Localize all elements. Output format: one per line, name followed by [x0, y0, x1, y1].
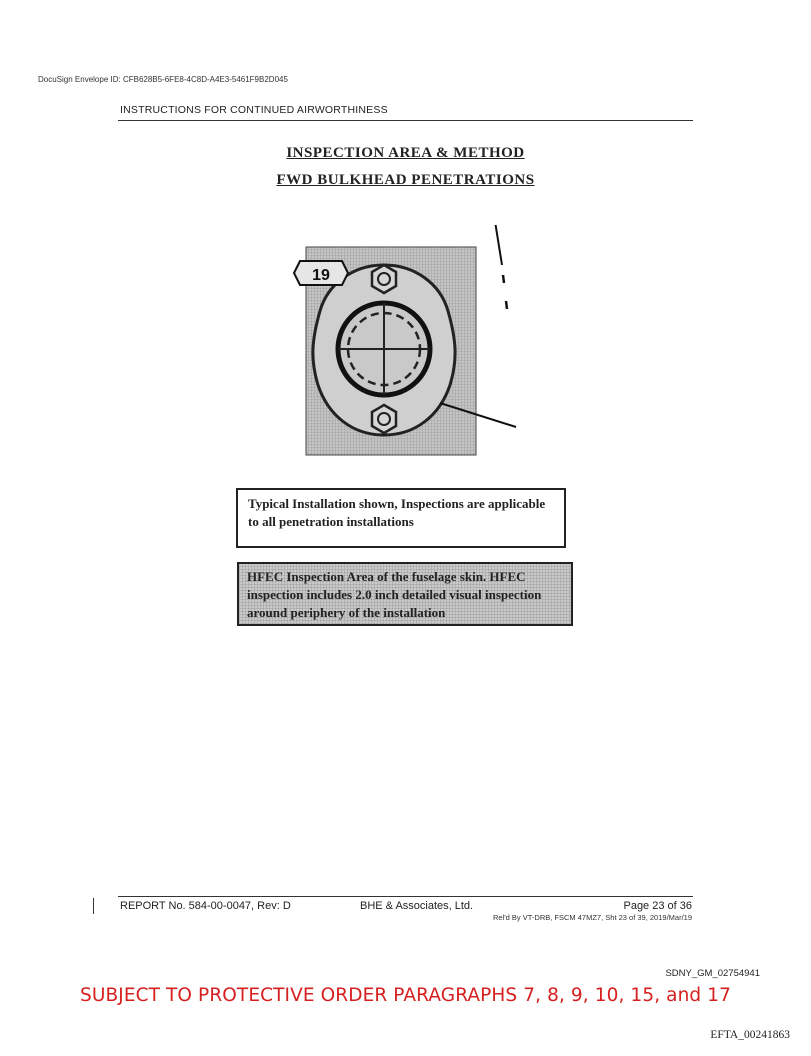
hfec-inspection-note: HFEC Inspection Area of the fuselage skin. HFEC inspection includes 2.0 inch detailed visual inspection around periphery of the installation — [237, 562, 573, 626]
release-info: Rel'd By VT-DRB, FSCM 47MZ7, Sht 23 of 39, 2019/Mar/19 — [492, 913, 692, 922]
protective-order-notice: SUBJECT TO PROTECTIVE ORDER PARAGRAPHS 7, 8, 9, 10, 15, and 17 — [80, 985, 731, 1006]
footer-rule — [118, 896, 693, 897]
report-number: REPORT No. 584-00-0047, Rev: D — [120, 900, 291, 912]
company-name: BHE & Associates, Ltd. — [360, 900, 474, 912]
bates-number: SDNY_GM_02754941 — [665, 968, 760, 979]
page-number: Page 23 of 36 — [623, 900, 692, 912]
efta-number: EFTA_00241863 — [710, 1029, 790, 1041]
revision-bar — [93, 898, 94, 914]
page-title: INSPECTION AREA & METHOD — [286, 145, 525, 161]
figure-callout: 19 — [312, 267, 330, 284]
header-rule — [118, 120, 693, 121]
page-subtitle: FWD BULKHEAD PENETRATIONS — [276, 172, 535, 188]
installation-note: Typical Installation shown, Inspections are applicable to all penetration installations — [236, 488, 566, 548]
docusign-envelope-id: DocuSign Envelope ID: CFB628B5-6FE8-4C8D-A4E3-5461F9B2D045 — [38, 75, 288, 84]
bulkhead-penetration-diagram-icon — [290, 225, 530, 465]
document-header: INSTRUCTIONS FOR CONTINUED AIRWORTHINESS — [120, 104, 388, 116]
